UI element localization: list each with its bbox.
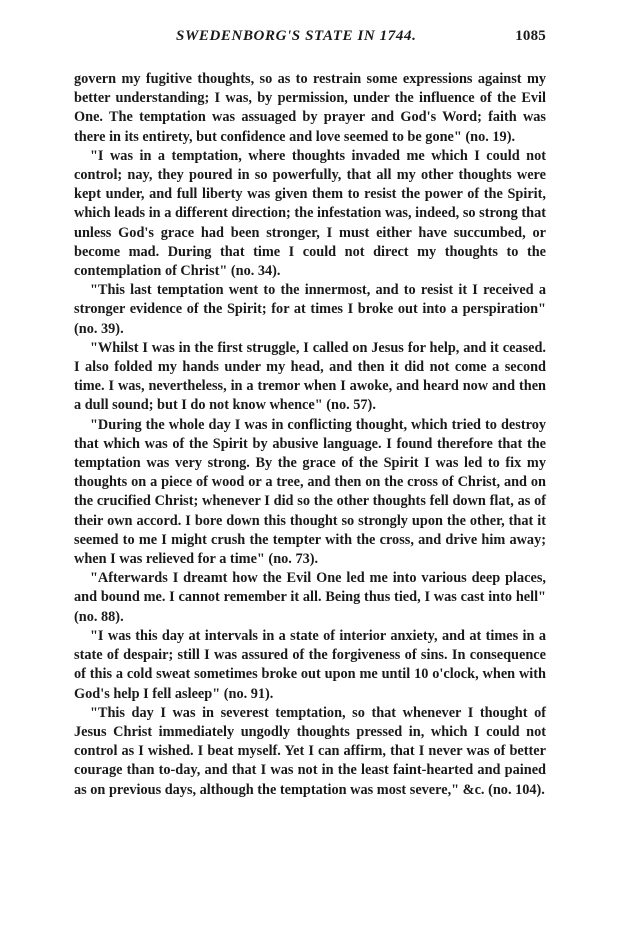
paragraph-continuation: govern my fugitive thoughts, so as to restrain some expressions against my better understanding; I was, by permission, under the influence of the Evil One. The temptation was assuaged by prayer and God's Word; faith was there in its entirety, but confidence and love seemed to be gone" (no. 19). xyxy=(74,71,546,145)
running-head xyxy=(74,28,546,50)
paragraph: "This day I was in severest temptation, so that whenever I thought of Jesus Christ immediately ungodly thoughts pressed in, which I could not control as I wished. I beat myself. Yet I can affirm, that I never was of better courage than to-day, and that I was not in the least faint-hearted and pained as on previous days, although the temptation was most severe," &c. (no. 104). xyxy=(74,704,546,798)
paragraph: "Afterwards I dreamt how the Evil One led me into various deep places, and bound me. I cannot remember it all. Being thus tied, I was cast into hell" (no. 88). xyxy=(74,570,546,625)
paragraph: "During the whole day I was in conflicting thought, which tried to destroy that which was of the Spirit by abusive language. I found therefore that the temptation was very strong. By the grace of the Spirit I was led to fix my thoughts on a piece of wood or a tree, and then on the cross of Christ, and on the crucified Christ; whenever I did so the other thoughts fell down flat, as of their own accord. I bore down this thought so strongly upon the other, that it seemed to me I might crush the tempter with the cross, and drive him away; when I was relieved for a time" (no. 73). xyxy=(74,416,546,568)
paragraph: "This last temptation went to the innermost, and to resist it I received a stronger evidence of the Spirit; for at times I broke out into a perspiration" (no. 39). xyxy=(74,282,546,337)
paragraph: "Whilst I was in the first struggle, I called on Jesus for help, and it ceased. I also folded my hands under my head, and then it did not come a second time. I was, nevertheless, in a tremor when I awoke, and heard now and then a dull sound; but I do not know whence" (no. 57). xyxy=(74,339,546,414)
running-title: SWEDENBORG'S STATE IN 1744. xyxy=(176,28,417,44)
paragraph: "I was this day at intervals in a state of interior anxiety, and at times in a state of despair; still I was assured of the forgiveness of sins. In consequence of this a cold sweat sometimes broke out upon me until 10 o'clock, when with God's help I fell asleep" (no. 91). xyxy=(74,627,546,702)
page-number: 1085 xyxy=(515,28,546,44)
paragraph: "I was in a temptation, where thoughts invaded me which I could not control; nay, they poured in so powerfully, that all my other thoughts were kept under, and full liberty was given them to resist the power of the Spirit, which leads in a different direction; the infestation was, indeed, so strong that unless God's grace had been stronger, I must either have succumbed, or become mad. During that time I could not direct my thoughts to the contemplation of Christ" (no. 34). xyxy=(74,147,546,280)
book-page xyxy=(74,28,546,800)
body-text xyxy=(74,70,546,800)
